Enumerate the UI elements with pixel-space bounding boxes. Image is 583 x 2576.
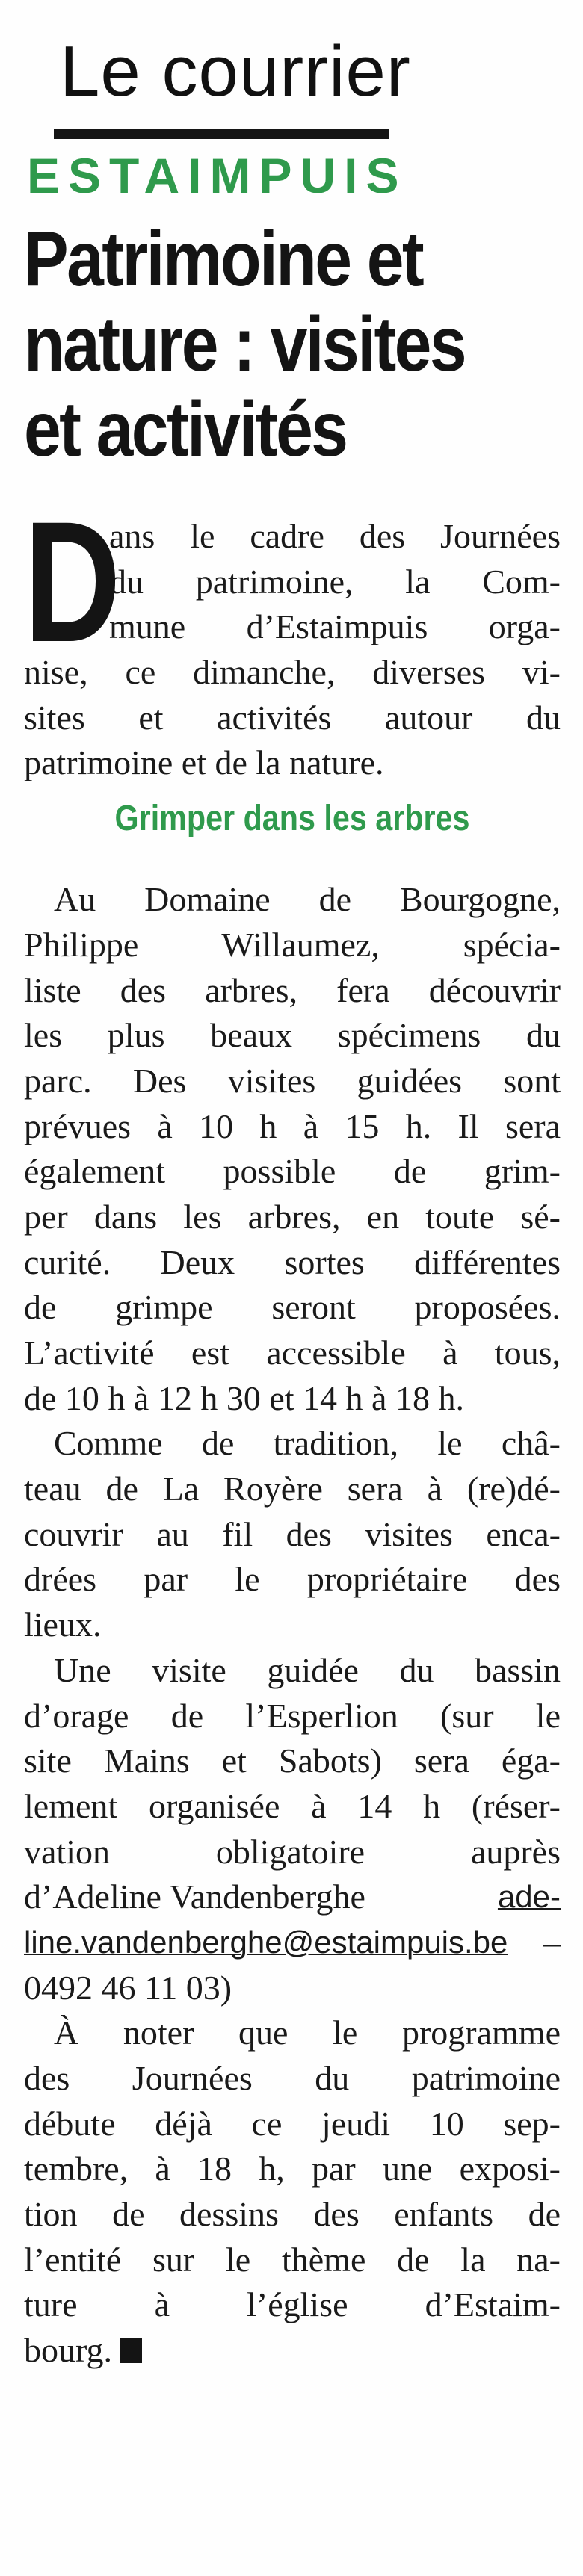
masthead: Le courrier <box>60 31 411 111</box>
headline-line: et activités <box>24 386 347 473</box>
text-line: couvrir au fil des visites enca- <box>24 1514 561 1553</box>
text-line: liste des arbres, fera découvrir <box>24 970 561 1009</box>
text-fragment: d’Adeline Vandenberghe <box>24 1877 365 1916</box>
article-body <box>24 486 561 2374</box>
drop-cap: D <box>24 486 121 678</box>
text-line: les plus beaux spécimens du <box>24 1016 561 1055</box>
text-line: tion de dessins des enfants de <box>24 2195 561 2234</box>
text-line: Comme de tradition, le châ- <box>54 1424 561 1463</box>
paragraph-domaine <box>24 877 561 1421</box>
text-line: patrimoine et de la nature. <box>24 743 384 782</box>
text-line: parc. Des visites guidées sont <box>24 1061 561 1100</box>
text-line: Au Domaine de Bourgogne, <box>54 880 561 919</box>
last-word: bourg. <box>24 2331 112 2370</box>
text-line: ans le cadre des Journées <box>109 517 561 555</box>
text-line: de 10 h à 12 h 30 et 14 h à 18 h. <box>24 1378 464 1417</box>
email-link[interactable]: line.vandenberghe@estaimpuis.be <box>24 1924 508 1960</box>
text-line <box>24 1874 561 1920</box>
text-line <box>24 1920 561 1966</box>
text-line: teau de La Royère sera à (re)dé- <box>24 1470 561 1508</box>
text-line: vation obligatoire auprès <box>24 1832 561 1871</box>
headline-line: Patrimoine et <box>24 216 423 303</box>
text-line: L’activité est accessible à tous, <box>24 1334 561 1372</box>
text-line: lieux. <box>24 1606 102 1644</box>
text-line: d’orage de l’Esperlion (sur le <box>24 1696 561 1735</box>
text-line: de grimpe seront proposées. <box>24 1288 561 1327</box>
text-line: curité. Deux sortes différentes <box>24 1242 561 1281</box>
text-line: site Mains et Sabots) sera éga- <box>24 1741 561 1780</box>
text-line: du patrimoine, la Com- <box>109 562 561 601</box>
text-line: tembre, à 18 h, par une exposi- <box>24 2149 561 2188</box>
kicker-location: ESTAIMPUIS <box>27 148 407 203</box>
paragraph-programme <box>24 2010 561 2374</box>
text-line: drées par le propriétaire des <box>24 1560 561 1599</box>
text-line <box>24 2328 561 2374</box>
text-line: Une visite guidée du bassin <box>54 1650 561 1689</box>
subheading: Grimper dans les arbres <box>114 799 470 839</box>
text-line: des Journées du patrimoine <box>24 2059 561 2097</box>
text-line: sites et activités autour du <box>24 698 561 737</box>
masthead-rule <box>54 129 389 139</box>
text-line: mune d’Estaimpuis orga- <box>109 607 561 646</box>
text-line: Philippe Willaumez, spécia- <box>24 925 561 964</box>
text-line: 0492 46 11 03) <box>24 1968 232 2007</box>
text-line: l’entité sur le thème de la na- <box>24 2240 561 2279</box>
end-mark-icon <box>120 2338 142 2363</box>
intro-paragraph <box>24 486 561 786</box>
paragraph-royere <box>24 1421 561 1647</box>
text-line: À noter que le programme <box>54 2013 561 2052</box>
text-line: nise, ce dimanche, diverses vi- <box>24 653 561 692</box>
text-line: lement organisée à 14 h (réser- <box>24 1786 561 1825</box>
text-line: prévues à 10 h à 15 h. Il sera <box>24 1106 561 1145</box>
text-line: débute déjà ce jeudi 10 sep- <box>24 2104 561 2143</box>
text-line: également possible de grim- <box>24 1152 561 1191</box>
text-line: per dans les arbres, en toute sé- <box>24 1197 561 1236</box>
headline <box>24 217 493 472</box>
headline-line: nature : visites <box>24 301 466 388</box>
text-line: ture à l’église d’Estaim- <box>24 2285 561 2324</box>
dash: – <box>543 1922 561 1961</box>
email-link-part[interactable]: ade- <box>497 1879 561 1915</box>
paragraph-esperlion <box>24 1648 561 2011</box>
